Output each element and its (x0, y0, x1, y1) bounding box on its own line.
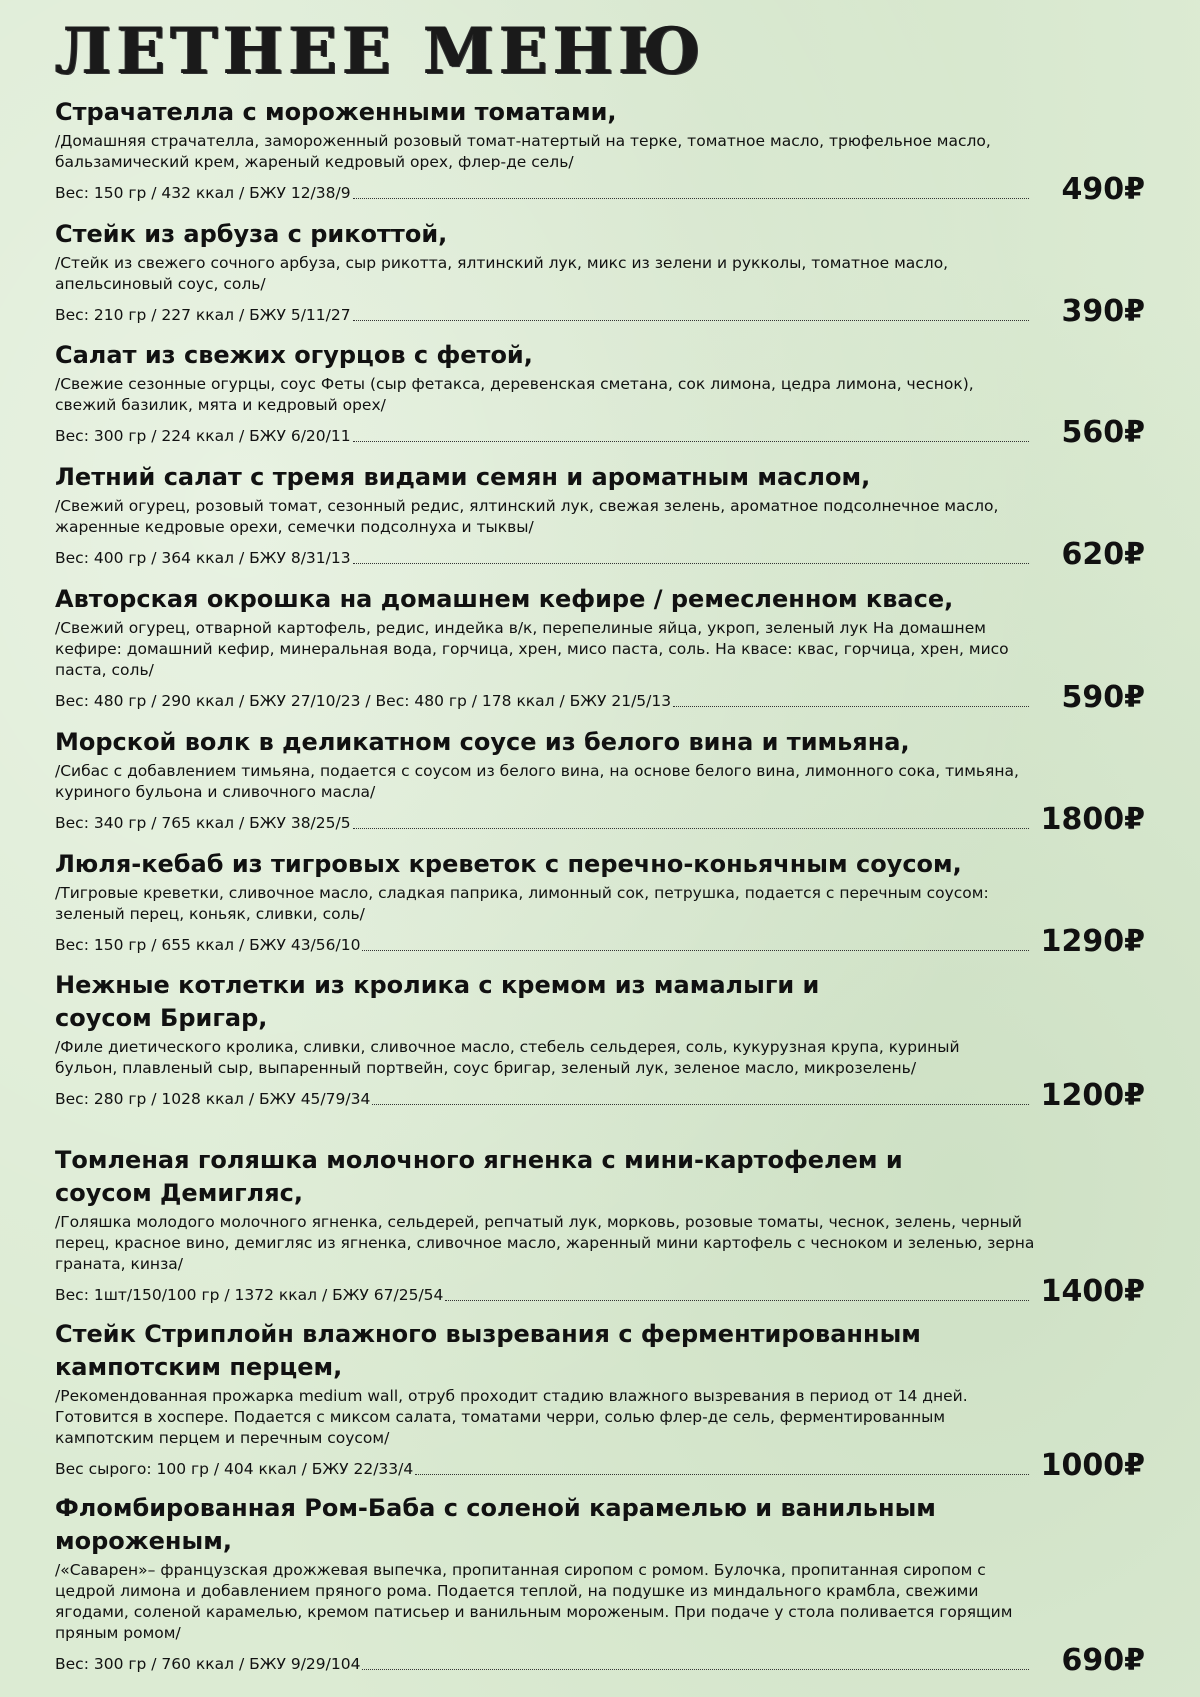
item-price: 620₽ (1061, 537, 1145, 572)
item-description: /Домашняя страчателла, замороженный розовый томат-натертый на терке, томатное масло, трюфельное масло, бальзамический крем, жареный кедровый орех, флер-де сель/ (55, 132, 991, 171)
item-name: Летний салат с тремя видами семян и ароматным маслом, (55, 463, 871, 491)
item-name: Авторская окрошка на домашнем кефире / ремесленном квасе, (55, 585, 954, 613)
dotted-leader (362, 1669, 1029, 1670)
dotted-leader (673, 706, 1029, 707)
menu-item (55, 969, 1145, 1113)
menu-item (55, 96, 1145, 207)
dotted-leader (353, 441, 1029, 442)
item-price: 590₽ (1061, 680, 1145, 715)
item-description: /Тигровые креветки, сливочное масло, сладкая паприка, лимонный сок, петрушка, подается с перечным соусом: зеленый перец, коньяк, сливки, соль/ (55, 884, 989, 923)
item-description: /«Саварен»– французская дрожжевая выпечка, пропитанная сиропом с ромом. Булочка, пропитанная сиропом с цедрой лимона и добавлением пряного рома. Подается теплой, на подушке из миндального крамбла, свежими ягодами, соленой карамелью, кремом патисьер и ванильным мороженым. При подаче у стола поливается горящим пряным ромом/ (55, 1561, 1013, 1642)
item-price: 1400₽ (1040, 1274, 1145, 1309)
item-price: 490₽ (1061, 172, 1145, 207)
menu-item (55, 1492, 1145, 1678)
item-nutrition: Вес: 210 гр / 227 ккал / БЖУ 5/11/27 (55, 306, 351, 324)
item-price: 560₽ (1061, 415, 1145, 450)
dotted-leader (353, 563, 1029, 564)
item-meta-row (55, 924, 1145, 959)
item-name: Томленая голяшка молочного ягненка с мини-картофелем и соусом Демигляс, (55, 1146, 903, 1207)
item-description: /Свежие сезонные огурцы, соус Феты (сыр фетакса, деревенская сметана, сок лимона, цедра лимона, чеснок), свежий базилик, мята и кедровый орех/ (55, 375, 974, 414)
item-name: Фломбированная Ром-Баба с соленой карамелью и ванильным мороженым, (55, 1494, 936, 1555)
item-price: 690₽ (1061, 1643, 1145, 1678)
item-meta-row (55, 172, 1145, 207)
item-price: 390₽ (1061, 294, 1145, 329)
item-meta-row (55, 1448, 1145, 1483)
item-name: Нежные котлетки из кролика с кремом из мамалыги и соусом Бригар, (55, 971, 820, 1032)
item-nutrition: Вес: 150 гр / 432 ккал / БЖУ 12/38/9 (55, 184, 351, 202)
item-nutrition: Вес: 300 гр / 224 ккал / БЖУ 6/20/11 (55, 427, 351, 445)
menu-item (55, 726, 1145, 837)
item-meta-row (55, 680, 1145, 715)
item-meta-row (55, 537, 1145, 572)
menu-item (55, 583, 1145, 715)
item-nutrition: Вес сырого: 100 гр / 404 ккал / БЖУ 22/33/4 (55, 1460, 414, 1478)
dotted-leader (362, 950, 1029, 951)
item-nutrition: Вес: 280 гр / 1028 ккал / БЖУ 45/79/34 (55, 1090, 371, 1108)
item-meta-row (55, 294, 1145, 329)
dotted-leader (353, 320, 1029, 321)
item-nutrition: Вес: 300 гр / 760 ккал / БЖУ 9/29/104 (55, 1655, 361, 1673)
item-price: 1800₽ (1040, 802, 1145, 837)
item-price: 1000₽ (1040, 1448, 1145, 1483)
item-name: Страчателла с мороженными томатами, (55, 98, 617, 126)
item-nutrition: Вес: 400 гр / 364 ккал / БЖУ 8/31/13 (55, 549, 351, 567)
item-description: /Свежий огурец, розовый томат, сезонный редис, ялтинский лук, свежая зелень, ароматное подсолнечное масло, жаренные кедровые орехи, семечки подсолнуха и тыквы/ (55, 497, 999, 536)
item-nutrition: Вес: 1шт/150/100 гр / 1372 ккал / БЖУ 67/25/54 (55, 1286, 444, 1304)
item-nutrition: Вес: 340 гр / 765 ккал / БЖУ 38/25/5 (55, 814, 351, 832)
item-name: Морской волк в деликатном соусе из белого вина и тимьяна, (55, 728, 910, 756)
dotted-leader (353, 828, 1029, 829)
item-description: /Стейк из свежего сочного арбуза, сыр рикотта, ялтинский лук, микс из зелени и рукколы, томатное масло, апельсиновый соус, соль/ (55, 254, 949, 293)
item-description: /Рекомендованная прожарка medium wall, отруб проходит стадию влажного вызревания в период от 14 дней. Готовится в хоспере. Подается с миксом салата, томатами черри, солью флер-де сель, ферментированным кампотским перцем и перечным соусом/ (55, 1387, 968, 1447)
item-name: Люля-кебаб из тигровых креветок с перечно-коньячным соусом, (55, 850, 962, 878)
item-meta-row (55, 415, 1145, 450)
dotted-leader (372, 1104, 1029, 1105)
item-meta-row (55, 802, 1145, 837)
item-meta-row (55, 1274, 1145, 1309)
item-description: /Свежий огурец, отварной картофель, редис, индейка в/к, перепелиные яйца, укроп, зеленый лук На домашнем кефире: домашний кефир, минеральная вода, горчица, хрен, мисо паста, соль. На квасе: квас, горчица, хрен, мисо паста, соль/ (55, 619, 1009, 679)
item-nutrition: Вес: 480 гр / 290 ккал / БЖУ 27/10/23 / Вес: 480 гр / 178 ккал / БЖУ 21/5/13 (55, 692, 672, 710)
menu-title: ЛЕТНЕЕ МЕНЮ (55, 14, 706, 89)
menu-item (55, 461, 1145, 572)
item-meta-row (55, 1078, 1145, 1113)
item-name: Стейк из арбуза с рикоттой, (55, 220, 448, 248)
menu-item (55, 218, 1145, 329)
item-meta-row (55, 1643, 1145, 1678)
item-description: /Голяшка молодого молочного ягненка, сельдерей, репчатый лук, морковь, розовые томаты, чеснок, зелень, черный перец, красное вино, демигляс из ягненка, сливочное масло, жаренный мини картофель с чесноком и зеленью, зерна граната, кинза/ (55, 1213, 1035, 1273)
item-name: Стейк Стриплойн влажного вызревания с ферментированным кампотским перцем, (55, 1320, 921, 1381)
menu-item (55, 339, 1145, 450)
menu-item (55, 1318, 1145, 1483)
dotted-leader (445, 1300, 1029, 1301)
item-description: /Сибас с добавлением тимьяна, подается с соусом из белого вина, на основе белого вина, лимонного сока, тимьяна, куриного бульона и сливочного масла/ (55, 762, 1019, 801)
dotted-leader (415, 1474, 1029, 1475)
item-description: /Филе диетического кролика, сливки, сливочное масло, стебель сельдерея, соль, кукурузная крупа, куриный бульон, плавленый сыр, выпаренный портвейн, соус бригар, зеленый лук, зеленое масло, микрозелень/ (55, 1038, 960, 1077)
item-nutrition: Вес: 150 гр / 655 ккал / БЖУ 43/56/10 (55, 936, 361, 954)
item-price: 1290₽ (1040, 924, 1145, 959)
menu-item (55, 848, 1145, 959)
dotted-leader (353, 198, 1029, 199)
menu-item (55, 1144, 1145, 1309)
item-price: 1200₽ (1040, 1078, 1145, 1113)
item-name: Салат из свежих огурцов с фетой, (55, 341, 533, 369)
